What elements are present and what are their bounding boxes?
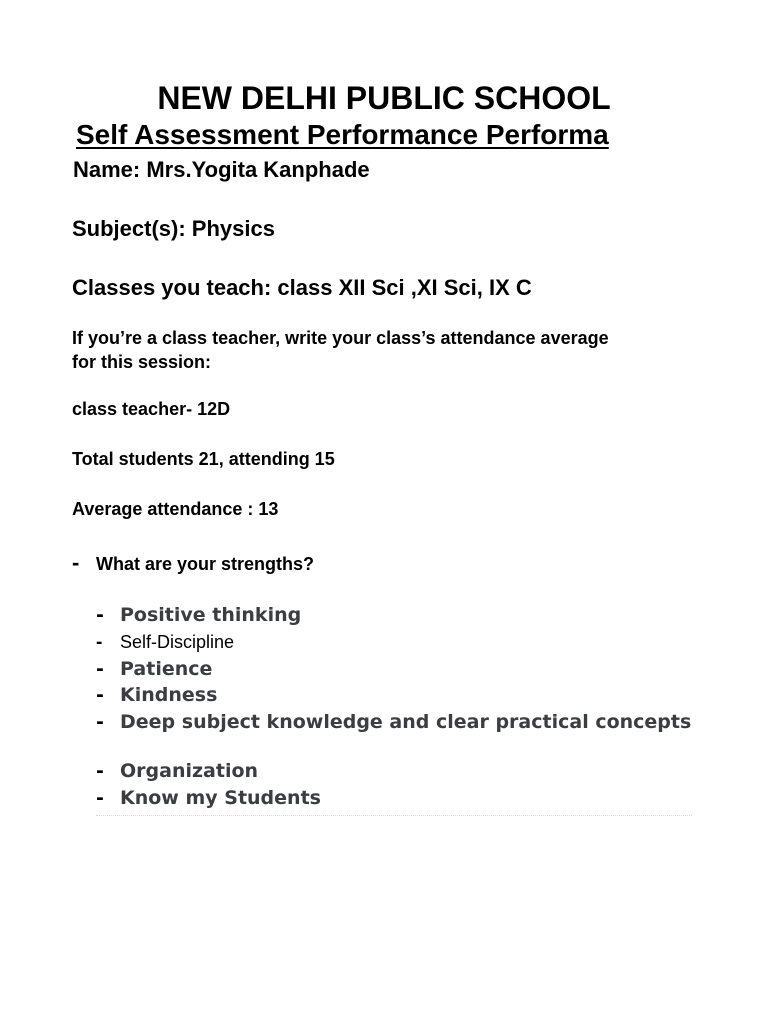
strength-item bbox=[96, 710, 696, 734]
average-attendance-line: Average attendance : 13 bbox=[72, 499, 279, 519]
strength-label: Organization bbox=[120, 760, 259, 782]
list-bullet: - bbox=[96, 658, 104, 680]
list-bullet: - bbox=[96, 760, 104, 782]
strength-label: Positive thinking bbox=[120, 604, 302, 626]
strength-item bbox=[96, 786, 321, 810]
list-bullet: - bbox=[96, 684, 104, 706]
total-students-line: Total students 21, attending 15 bbox=[72, 449, 335, 469]
strength-label: Patience bbox=[120, 658, 213, 680]
strength-label: Know my Students bbox=[120, 787, 321, 809]
attendance-prompt: If you’re a class teacher, write your class’s attendance average for this session: bbox=[72, 328, 609, 372]
strength-item bbox=[96, 657, 212, 681]
teacher-name: Name: Mrs.Yogita Kanphade bbox=[73, 157, 370, 182]
class-teacher-line: class teacher- 12D bbox=[72, 399, 231, 419]
form-title: Self Assessment Performance Performa bbox=[76, 119, 609, 150]
divider bbox=[96, 815, 692, 816]
strength-item bbox=[96, 603, 301, 627]
school-name: NEW DELHI PUBLIC SCHOOL bbox=[157, 80, 611, 116]
list-bullet: - bbox=[96, 787, 104, 809]
strength-item bbox=[96, 630, 234, 655]
list-bullet: - bbox=[96, 711, 104, 733]
strength-item bbox=[96, 759, 258, 783]
question-bullet: - bbox=[72, 550, 80, 575]
strength-item bbox=[96, 683, 217, 707]
subjects-field: Subject(s): Physics bbox=[72, 216, 275, 241]
list-bullet: - bbox=[96, 604, 104, 626]
strength-label: Self-Discipline bbox=[120, 632, 235, 652]
classes-field: Classes you teach: class XII Sci ,XI Sci, IX C bbox=[72, 275, 532, 300]
list-bullet: - bbox=[96, 632, 103, 653]
strength-label: Kindness bbox=[120, 684, 218, 706]
strengths-question: What are your strengths? bbox=[96, 554, 315, 574]
strength-label: Deep subject knowledge and clear practical concepts bbox=[120, 711, 692, 733]
